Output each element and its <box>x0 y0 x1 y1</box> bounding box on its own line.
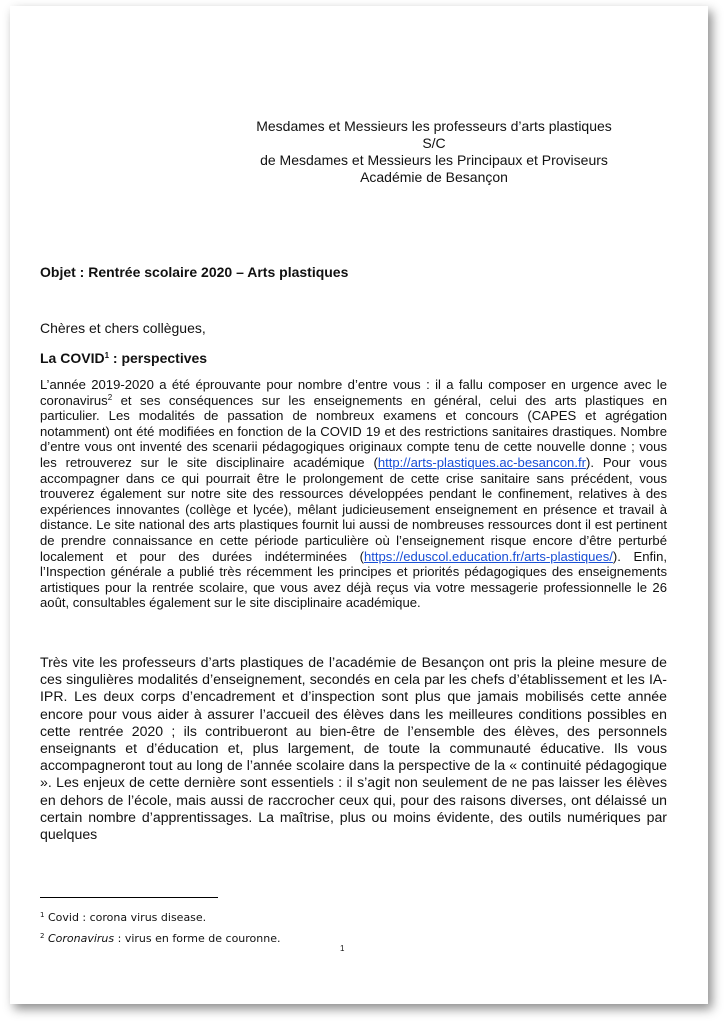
recipient-line: S/C <box>422 135 446 151</box>
section-heading-text: La COVID <box>40 350 105 366</box>
paragraph-text: L’année 2019-2020 a été éprouvante pour nombre d’entre vous : il a fallu composer en urgence avec le coronavirus <box>40 377 667 408</box>
eduscol-link[interactable]: https://eduscol.education.fr/arts-plastiques/ <box>363 548 613 564</box>
subject-line: Objet : Rentrée scolaire 2020 – Arts plastiques <box>40 264 349 280</box>
footnote-ref[interactable]: 1 <box>104 351 110 360</box>
footnotes <box>40 906 281 948</box>
section-heading <box>40 350 207 366</box>
footnote-term: Coronavirus <box>47 932 115 945</box>
page-number: 1 <box>340 944 345 953</box>
footnote <box>40 906 281 927</box>
document-page <box>10 6 708 1004</box>
footnote-text: : virus en forme de couronne. <box>114 932 281 945</box>
paragraph: Très vite les professeurs d’arts plastiques de l’académie de Besançon ont pris la pleine mesure de ces singulières modalités d’enseignement, secondés en cela par les chefs d’établissement et les IA-IPR. Les deux corps d’encadrement et d’inspection sont plus que jamais mobilisés cette année encore pour vous aider à assurer l’accueil des élèves dans les meilleures conditions possibles en cette rentrée 2020 ; ils contribueront au bien-être de l’ensemble des élèves, des personnels enseignants et d’éducation et, plus largement, de toute la communauté éducative. Ils vous accompagneront tout au long de l’année scolaire dans la perspective de la « continuité pédagogique ». Les enjeux de cette dernière sont essentiels : il s’agit non seulement de ne pas laisser les élèves en dehors de l’école, mais aussi de raccrocher ceux qui, pour des raisons diverses, ont délaissé un certain nombre d’apprentissages. La maîtrise, plus ou moins évidente, des outils numériques par quelques <box>40 654 667 843</box>
footnote-text: Covid : corona virus disease. <box>44 911 207 924</box>
footnote-number: 1 <box>40 911 45 919</box>
recipient-line: de Mesdames et Messieurs les Principaux et Proviseurs <box>260 152 608 168</box>
greeting: Chères et chers collègues, <box>40 320 206 336</box>
recipient-line: Académie de Besançon <box>360 169 508 185</box>
recipient-block <box>210 118 658 186</box>
paragraph-text: ). Enfin, l’Inspection générale a publié très récemment les principes et priorités pédagogiques des enseignements artistiques pour la rentrée scolaire, que vous avez déjà reçus via votre messagerie professionnelle le 26 août, consultables également sur le site disciplinaire académique. <box>40 548 667 611</box>
footnote-ref[interactable]: 2 <box>107 392 113 402</box>
footnote-number: 2 <box>40 932 45 940</box>
paragraph-text: ). Pour vous accompagner dans ce qui pourrait être le prolongement de cette crise sanitaire sans précédent, vous trouverez également sur notre site des ressources développées pendant le confinement, relatives à des expériences innovantes (collège et lycée), mêlant judicieusement enseignement en présence et travail à distance. Le site national des arts plastiques fournit lui aussi de nombreuses ressources dont il est pertinent de prendre connaissance en cette période particulière où l’enseignement risque encore d’être perturbé localement et pour des durées indéterminées ( <box>40 454 667 564</box>
footnote <box>40 927 281 948</box>
footnote-divider <box>40 897 218 898</box>
section-heading-text: : perspectives <box>109 350 208 366</box>
paragraph-text: et ses conséquences sur les enseignements en général, celui des arts plastiques en particulier. Les modalités de passation de nombreux examens et concours (CAPES et agrégation notamment) ont été modifiées en fonction de la COVID 19 et des restrictions sanitaires drastiques. Nombre d’entre vous ont inventé des scenarii pédagogiques originaux compte tenu de cette nouvelle donne ; vous les retrouverez sur le site disciplinaire académique ( <box>40 392 667 470</box>
recipient-line: Mesdames et Messieurs les professeurs d’arts plastiques <box>256 118 612 134</box>
paragraph <box>40 377 667 611</box>
academic-site-link[interactable]: http://arts-plastiques.ac-besancon.fr <box>377 454 586 470</box>
